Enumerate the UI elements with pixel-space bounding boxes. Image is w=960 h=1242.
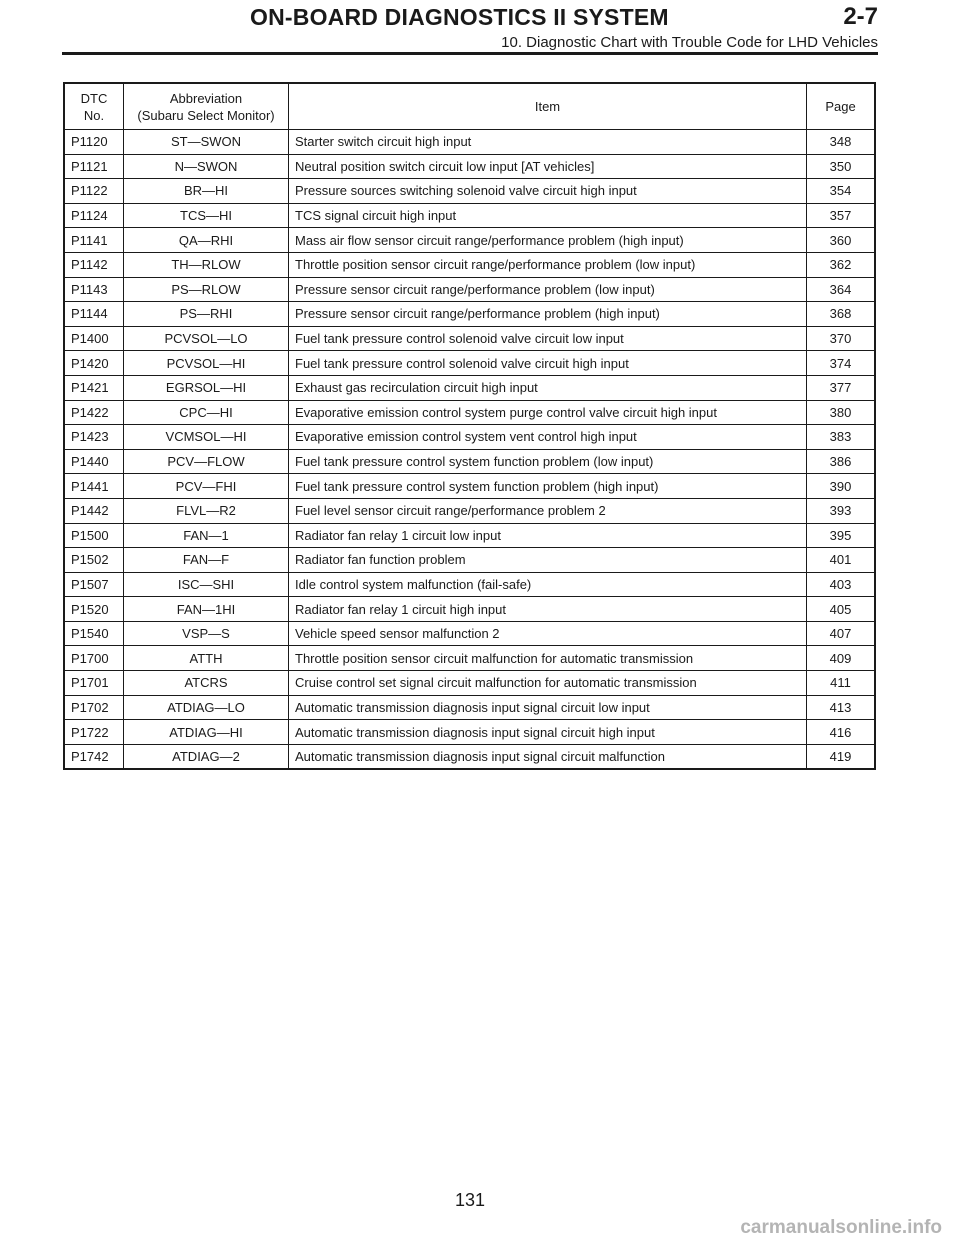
dtc-code: P1700 (64, 646, 124, 671)
dtc-code: P1701 (64, 671, 124, 696)
dtc-page: 407 (807, 621, 876, 646)
dtc-abbreviation: VSP—S (124, 621, 289, 646)
dtc-code: P1144 (64, 302, 124, 327)
table-row (64, 130, 875, 155)
dtc-page: 362 (807, 252, 876, 277)
dtc-page: 380 (807, 400, 876, 425)
dtc-page: 350 (807, 154, 876, 179)
dtc-code: P1520 (64, 597, 124, 622)
dtc-code: P1742 (64, 744, 124, 769)
table-body (64, 130, 875, 770)
dtc-code: P1141 (64, 228, 124, 253)
header-page: Page (807, 83, 876, 130)
table-row (64, 375, 875, 400)
dtc-item: Starter switch circuit high input (289, 130, 807, 155)
header-rule (62, 52, 878, 55)
dtc-abbreviation: PCV—FLOW (124, 449, 289, 474)
dtc-page: 395 (807, 523, 876, 548)
header-abbreviation: Abbreviation (Subaru Select Monitor) (124, 83, 289, 130)
dtc-page: 411 (807, 671, 876, 696)
page-subtitle: 10. Diagnostic Chart with Trouble Code for LHD Vehicles (501, 34, 878, 51)
table-row (64, 621, 875, 646)
dtc-item: Exhaust gas recirculation circuit high input (289, 375, 807, 400)
dtc-code: P1143 (64, 277, 124, 302)
dtc-code: P1422 (64, 400, 124, 425)
table-row (64, 498, 875, 523)
dtc-item: Pressure sensor circuit range/performance problem (high input) (289, 302, 807, 327)
dtc-page: 413 (807, 695, 876, 720)
section-number: 2-7 (843, 3, 878, 30)
table-row (64, 179, 875, 204)
table-row (64, 646, 875, 671)
dtc-page: 403 (807, 572, 876, 597)
dtc-page: 416 (807, 720, 876, 745)
page-title: ON-BOARD DIAGNOSTICS II SYSTEM (250, 4, 669, 30)
dtc-code: P1502 (64, 548, 124, 573)
dtc-abbreviation: ATTH (124, 646, 289, 671)
table-row (64, 425, 875, 450)
dtc-item: Radiator fan relay 1 circuit low input (289, 523, 807, 548)
dtc-code: P1420 (64, 351, 124, 376)
dtc-page: 393 (807, 498, 876, 523)
dtc-page: 405 (807, 597, 876, 622)
table-row (64, 548, 875, 573)
table-row (64, 302, 875, 327)
header-dtc-no: DTC No. (64, 83, 124, 130)
dtc-abbreviation: ATDIAG—LO (124, 695, 289, 720)
watermark: carmanualsonline.info (740, 1217, 942, 1238)
dtc-item: Fuel tank pressure control solenoid valve circuit low input (289, 326, 807, 351)
table-row (64, 203, 875, 228)
table-row (64, 474, 875, 499)
table-row (64, 720, 875, 745)
dtc-code: P1124 (64, 203, 124, 228)
table-row (64, 277, 875, 302)
dtc-abbreviation: ISC—SHI (124, 572, 289, 597)
table-row (64, 744, 875, 769)
dtc-item: Radiator fan relay 1 circuit high input (289, 597, 807, 622)
dtc-item: Automatic transmission diagnosis input signal circuit low input (289, 695, 807, 720)
dtc-page: 383 (807, 425, 876, 450)
dtc-item: Vehicle speed sensor malfunction 2 (289, 621, 807, 646)
dtc-item: Pressure sensor circuit range/performance problem (low input) (289, 277, 807, 302)
dtc-code: P1442 (64, 498, 124, 523)
dtc-abbreviation: PCVSOL—LO (124, 326, 289, 351)
dtc-abbreviation: FAN—F (124, 548, 289, 573)
dtc-page: 368 (807, 302, 876, 327)
dtc-page: 364 (807, 277, 876, 302)
dtc-page: 354 (807, 179, 876, 204)
dtc-abbreviation: TCS—HI (124, 203, 289, 228)
dtc-abbreviation: PCV—FHI (124, 474, 289, 499)
dtc-page: 374 (807, 351, 876, 376)
dtc-item: Radiator fan function problem (289, 548, 807, 573)
dtc-abbreviation: PS—RLOW (124, 277, 289, 302)
dtc-item: Fuel tank pressure control system function problem (low input) (289, 449, 807, 474)
table-row (64, 671, 875, 696)
table-row (64, 523, 875, 548)
dtc-abbreviation: PS—RHI (124, 302, 289, 327)
dtc-item: Neutral position switch circuit low input [AT vehicles] (289, 154, 807, 179)
dtc-item: Automatic transmission diagnosis input signal circuit malfunction (289, 744, 807, 769)
dtc-item: Fuel tank pressure control system function problem (high input) (289, 474, 807, 499)
dtc-code: P1142 (64, 252, 124, 277)
dtc-item: Automatic transmission diagnosis input signal circuit high input (289, 720, 807, 745)
dtc-abbreviation: ATDIAG—HI (124, 720, 289, 745)
dtc-code: P1440 (64, 449, 124, 474)
dtc-page: 348 (807, 130, 876, 155)
dtc-abbreviation: CPC—HI (124, 400, 289, 425)
dtc-page: 409 (807, 646, 876, 671)
dtc-page: 390 (807, 474, 876, 499)
table-row (64, 695, 875, 720)
dtc-page: 419 (807, 744, 876, 769)
dtc-abbreviation: FLVL—R2 (124, 498, 289, 523)
dtc-abbreviation: ATCRS (124, 671, 289, 696)
dtc-abbreviation: TH—RLOW (124, 252, 289, 277)
dtc-abbreviation: FAN—1HI (124, 597, 289, 622)
dtc-page: 401 (807, 548, 876, 573)
dtc-code: P1722 (64, 720, 124, 745)
dtc-item: Pressure sources switching solenoid valve circuit high input (289, 179, 807, 204)
dtc-abbreviation: BR—HI (124, 179, 289, 204)
table-row (64, 572, 875, 597)
dtc-abbreviation: EGRSOL—HI (124, 375, 289, 400)
dtc-code: P1421 (64, 375, 124, 400)
dtc-code: P1507 (64, 572, 124, 597)
dtc-page: 360 (807, 228, 876, 253)
dtc-table (63, 82, 876, 770)
dtc-item: Idle control system malfunction (fail-safe) (289, 572, 807, 597)
table-row (64, 326, 875, 351)
dtc-page: 357 (807, 203, 876, 228)
dtc-abbreviation: N—SWON (124, 154, 289, 179)
dtc-code: P1423 (64, 425, 124, 450)
dtc-abbreviation: FAN—1 (124, 523, 289, 548)
dtc-abbreviation: ATDIAG—2 (124, 744, 289, 769)
dtc-code: P1121 (64, 154, 124, 179)
table-header-row (64, 83, 875, 130)
dtc-item: Fuel level sensor circuit range/performance problem 2 (289, 498, 807, 523)
dtc-code: P1500 (64, 523, 124, 548)
dtc-abbreviation: QA—RHI (124, 228, 289, 253)
dtc-item: TCS signal circuit high input (289, 203, 807, 228)
dtc-item: Cruise control set signal circuit malfunction for automatic transmission (289, 671, 807, 696)
table-row (64, 154, 875, 179)
dtc-code: P1702 (64, 695, 124, 720)
page-number: 131 (454, 1190, 486, 1210)
table-row (64, 252, 875, 277)
table-row (64, 597, 875, 622)
dtc-abbreviation: ST—SWON (124, 130, 289, 155)
dtc-code: P1120 (64, 130, 124, 155)
table-row (64, 351, 875, 376)
dtc-code: P1441 (64, 474, 124, 499)
table-row (64, 449, 875, 474)
dtc-item: Throttle position sensor circuit malfunction for automatic transmission (289, 646, 807, 671)
dtc-item: Fuel tank pressure control solenoid valve circuit high input (289, 351, 807, 376)
dtc-abbreviation: VCMSOL—HI (124, 425, 289, 450)
dtc-page: 377 (807, 375, 876, 400)
dtc-item: Throttle position sensor circuit range/performance problem (low input) (289, 252, 807, 277)
dtc-item: Mass air flow sensor circuit range/performance problem (high input) (289, 228, 807, 253)
table-row (64, 228, 875, 253)
dtc-code: P1540 (64, 621, 124, 646)
dtc-page: 386 (807, 449, 876, 474)
dtc-page: 370 (807, 326, 876, 351)
dtc-item: Evaporative emission control system purge control valve circuit high input (289, 400, 807, 425)
dtc-code: P1400 (64, 326, 124, 351)
dtc-abbreviation: PCVSOL—HI (124, 351, 289, 376)
header-item: Item (289, 83, 807, 130)
dtc-code: P1122 (64, 179, 124, 204)
table-row (64, 400, 875, 425)
dtc-item: Evaporative emission control system vent control high input (289, 425, 807, 450)
